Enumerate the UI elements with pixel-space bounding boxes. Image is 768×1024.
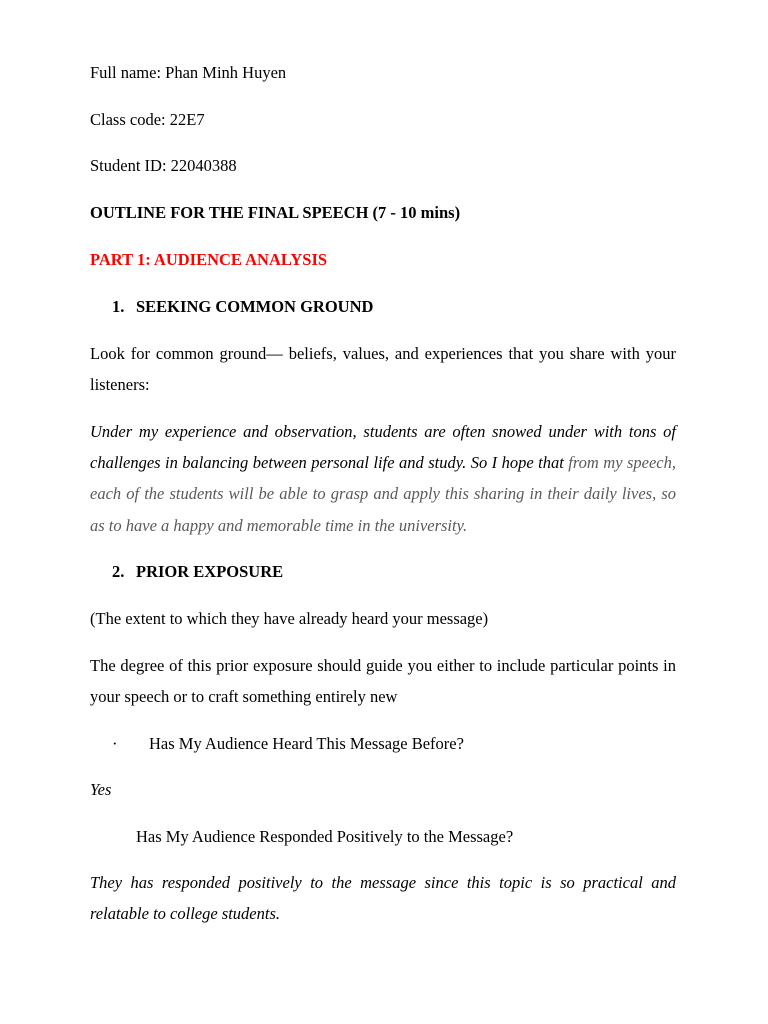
answer2: They has responded positively to the message since this topic is so practical and relatable to college students. (90, 873, 676, 924)
section1-answer-gray: from my speech, each of the students will be able to grasp and apply this sharing in their daily lives, so as to have a happy and memorable time in the university. (90, 453, 676, 535)
section1-number: 1. (112, 297, 125, 316)
section1-answer (90, 416, 676, 541)
class-code-line: Class code: 22E7 (90, 110, 205, 129)
bullet-mark: · (112, 734, 118, 753)
student-id-line: Student ID: 22040388 (90, 156, 237, 175)
outline-title: OUTLINE FOR THE FINAL SPEECH (7 - 10 mins) (90, 203, 461, 222)
bullet-question1 (112, 728, 464, 759)
question1-text: Has My Audience Heard This Message Before? (149, 734, 464, 753)
question2: Has My Audience Responded Positively to the Message? (136, 827, 514, 846)
section1-heading-text: SEEKING COMMON GROUND (136, 297, 374, 316)
section2-number: 2. (112, 562, 125, 581)
section2-heading-text: PRIOR EXPOSURE (136, 562, 284, 581)
answer1: Yes (90, 780, 112, 799)
section1-intro: Look for common ground— beliefs, values, and experiences that you share with your listeners: (90, 344, 676, 395)
section1-heading (112, 291, 373, 322)
part1-title: PART 1: AUDIENCE ANALYSIS (90, 250, 328, 269)
section2-note: (The extent to which they have already heard your message) (90, 609, 489, 628)
section1-answer-main: Under my experience and observation, students are often snowed under with tons of challenges in balancing between personal life and study. So I hope that (90, 422, 676, 473)
section2-heading (112, 556, 283, 587)
full-name-line: Full name: Phan Minh Huyen (90, 63, 287, 82)
section2-intro: The degree of this prior exposure should guide you either to include particular points in your speech or to craft something entirely new (90, 656, 676, 707)
